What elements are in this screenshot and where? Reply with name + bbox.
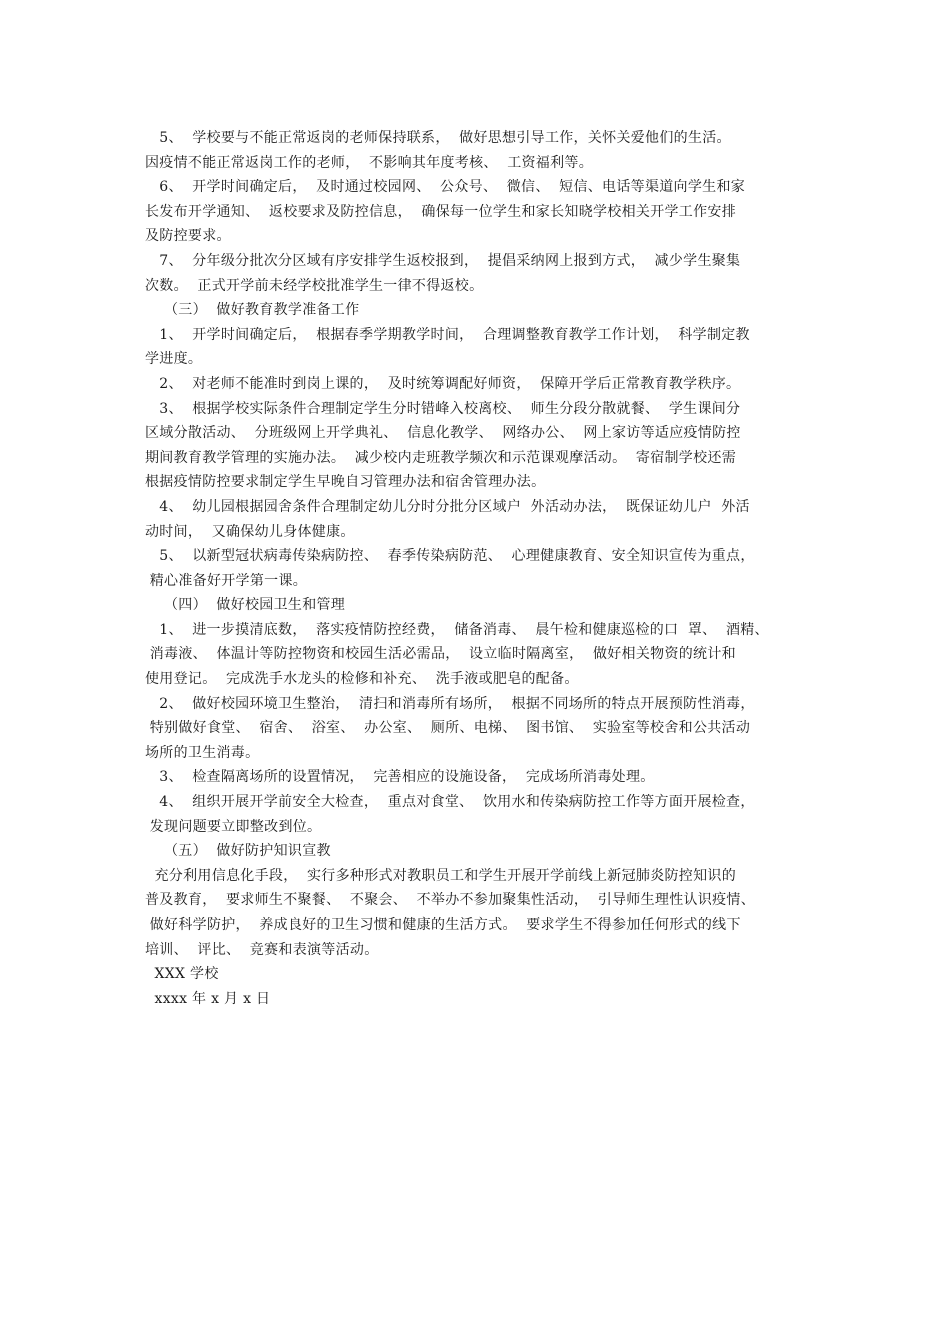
text-line: 区域分散活动、 分班级网上开学典礼、 信息化教学、 网络办公、 网上家访等适应疫情防控 xyxy=(145,425,741,442)
text-line: 6、 开学时间确定后， 及时通过校园网、 公众号、 微信、 短信、电话等渠道向学生和家 xyxy=(145,179,746,196)
text-line: 特别做好食堂、 宿舍、 浴室、 办公室、 厕所、电梯、 图书馆、 实验室等校舍和公共活动 xyxy=(145,720,751,737)
text-line: 2、 对老师不能准时到岗上课的， 及时统筹调配好师资， 保障开学后正常教育教学秩序。 xyxy=(145,375,741,392)
text-line: 做好科学防护， 养成良好的卫生习惯和健康的生活方式。 要求学生不得参加任何形式的线下 xyxy=(145,917,741,933)
text-line: 培训、 评比、 竞赛和表演等活动。 xyxy=(145,941,379,958)
text-line: 动时间， 又确保幼儿身体健康。 xyxy=(145,523,355,540)
text-line: 消毒液、 体温计等防控物资和校园生活必需品， 设立临时隔离室， 做好相关物资的统计和 xyxy=(145,646,736,663)
text-line: 5、 以新型冠状病毒传染病防控、 春季传染病防范、 心理健康教育、安全知识宣传为重点， xyxy=(145,548,755,565)
text-line: 7、 分年级分批次分区域有序安排学生返校报到， 提倡采纳网上报到方式， 减少学生聚集 xyxy=(145,252,741,269)
text-line: 学进度。 xyxy=(145,351,203,368)
text-line: 发现问题要立即整改到位。 xyxy=(145,818,322,835)
text-line: XXX 学校 xyxy=(145,966,219,983)
text-line: 4、 幼儿园根据园舍条件合理制定幼儿分时分批分区域户 外活动办法， 既保证幼儿户 外活 xyxy=(145,498,750,515)
text-line: 精心准备好开学第一课。 xyxy=(145,572,308,589)
text-line: 普及教育， 要求师生不聚餐、 不聚会、 不举办不参加聚集性活动， 引导师生理性认识疫情、 xyxy=(145,892,755,909)
text-line: 2、 做好校园环境卫生整治， 清扫和消毒所有场所， 根据不同场所的特点开展预防性消毒， xyxy=(145,695,755,712)
text-line: （三） 做好教育教学准备工作 xyxy=(145,302,360,319)
text-line: （四） 做好校园卫生和管理 xyxy=(145,597,346,614)
text-line: xxxx 年 x 月 x 日 xyxy=(145,990,271,1007)
text-line: 1、 进一步摸清底数， 落实疫情防控经费， 储备消毒、 晨午检和健康巡检的口 罩、 酒精、 xyxy=(145,621,769,638)
text-line: 1、 开学时间确定后， 根据春季学期教学时间， 合理调整教育教学工作计划， 科学制定教 xyxy=(145,326,750,343)
text-line: 及防控要求。 xyxy=(145,228,231,245)
text-line: 长发布开学通知、 返校要求及防控信息， 确保每一位学生和家长知晓学校相关开学工作安排 xyxy=(145,203,736,220)
text-line: 5、 学校要与不能正常返岗的老师保持联系， 做好思想引导工作，关怀关爱他们的生活。 xyxy=(145,130,731,146)
text-line: 充分利用信息化手段， 实行多种形式对教职员工和学生开展开学前线上新冠肺炎防控知识的 xyxy=(145,867,736,884)
text-line: （五） 做好防护知识宣教 xyxy=(145,843,331,860)
text-line: 3、 检查隔离场所的设置情况， 完善相应的设施设备， 完成场所消毒处理。 xyxy=(145,769,655,786)
text-line: 次数。 正式开学前未经学校批准学生一律不得返校。 xyxy=(145,277,484,294)
text-line: 3、 根据学校实际条件合理制定学生分时错峰入校离校、 师生分段分散就餐、 学生课间分 xyxy=(145,400,741,417)
text-line: 使用登记。 完成洗手水龙头的检修和补充、 洗手液或肥皂的配备。 xyxy=(145,671,579,688)
text-line: 场所的卫生消毒。 xyxy=(145,744,260,761)
text-line: 因疫情不能正常返岗工作的老师， 不影响其年度考核、 工资福利等。 xyxy=(145,154,593,171)
text-line: 期间教育教学管理的实施办法。 减少校内走班教学频次和示范课观摩活动。 寄宿制学校还需 xyxy=(145,449,736,466)
text-line: 4、 组织开展开学前安全大检查， 重点对食堂、 饮用水和传染病防控工作等方面开展检查， xyxy=(145,794,755,811)
text-line: 根据疫情防控要求制定学生早晚自习管理办法和宿舍管理办法。 xyxy=(145,474,546,491)
document-body xyxy=(145,126,815,1011)
